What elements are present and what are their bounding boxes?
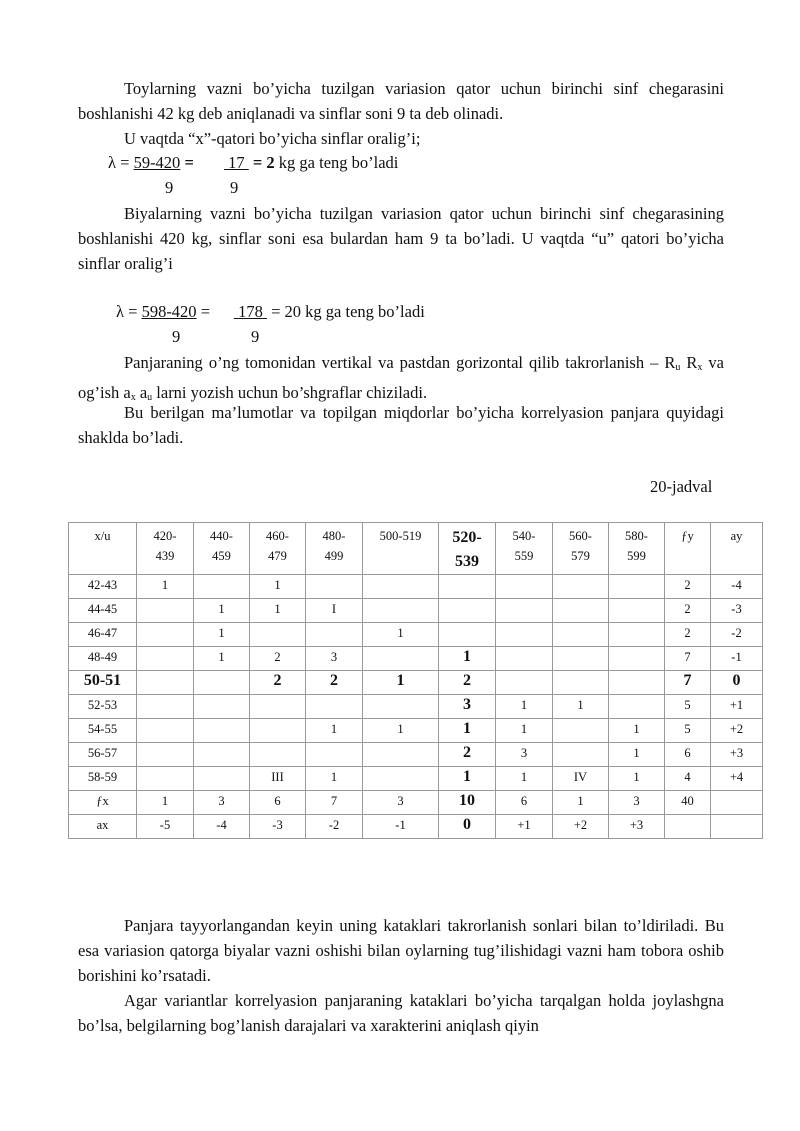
formula-1-prefix: λ = <box>108 153 134 172</box>
table-cell: 2 <box>665 575 711 599</box>
formula-1-result: = 2 <box>248 153 275 172</box>
table-header-cell: ay <box>711 523 763 575</box>
table-row <box>69 599 763 623</box>
table-row <box>69 719 763 743</box>
table-cell: 1 <box>553 695 609 719</box>
paragraph-4: Panjaraning o’ng tomonidan vertikal va pastdan gorizontal qilib takrorlanish – $R_u$ $R_x$ va og’ish $a_x$ $a_u$ larni yozish uchun bo’shgraflar chiziladi. <box>78 353 724 403</box>
table-cell: -5 <box>137 815 194 839</box>
formula-2-numerator-2: 178 <box>238 302 263 321</box>
table-cell <box>194 695 250 719</box>
formula-2 <box>116 302 210 322</box>
table-cell: -2 <box>306 815 363 839</box>
table-cell: +1 <box>711 695 763 719</box>
table-cell: 1 <box>609 743 665 767</box>
table-cell: 3 <box>306 647 363 671</box>
table-cell <box>363 599 439 623</box>
table-cell: +1 <box>496 815 553 839</box>
table-cell <box>137 743 194 767</box>
table-cell: 1 <box>496 695 553 719</box>
table-cell: 1 <box>137 575 194 599</box>
table-cell: 1 <box>439 767 496 791</box>
table-cell: 3 <box>439 695 496 719</box>
table-cell: 1 <box>496 767 553 791</box>
table-header-cell: 560- 579 <box>553 523 609 575</box>
table-cell: -1 <box>711 647 763 671</box>
table-cell: 1 <box>250 575 306 599</box>
table-cell: 2 <box>665 623 711 647</box>
formula-2-denominator-2: 9 <box>251 327 260 346</box>
table-cell <box>194 671 250 695</box>
table-header-cell: 540- 559 <box>496 523 553 575</box>
table-cell: -3 <box>711 599 763 623</box>
table-row <box>69 767 763 791</box>
table-caption: 20-jadval <box>650 477 713 496</box>
table-cell: 2 <box>250 671 306 695</box>
formula-1-denominator-2: 9 <box>230 178 239 197</box>
table-cell: 2 <box>439 671 496 695</box>
table-cell: 1 <box>306 719 363 743</box>
table-cell: 1 <box>194 623 250 647</box>
table-cell <box>194 743 250 767</box>
table-cell: 58-59 <box>69 767 137 791</box>
paragraph-2: U vaqtda “x”-qatori bo’yicha sinflar oralig’i; <box>124 129 421 148</box>
formula-1-suffix: kg ga teng bo’ladi <box>274 153 399 172</box>
formula-1-denominator-1: 9 <box>165 178 174 197</box>
table-cell: 1 <box>496 719 553 743</box>
table-cell: 2 <box>306 671 363 695</box>
table-cell <box>439 623 496 647</box>
formula-2-equals: = <box>196 302 210 321</box>
table-cell: +2 <box>553 815 609 839</box>
table-cell: 2 <box>439 743 496 767</box>
table-row <box>69 815 763 839</box>
table-cell <box>439 575 496 599</box>
table-cell <box>194 719 250 743</box>
table-cell <box>306 695 363 719</box>
table-cell <box>363 575 439 599</box>
table-header-cell: ƒy <box>665 523 711 575</box>
table-header-cell: 420- 439 <box>137 523 194 575</box>
table-cell: -1 <box>363 815 439 839</box>
table-cell: 44-45 <box>69 599 137 623</box>
table-cell <box>665 815 711 839</box>
table-cell: 48-49 <box>69 647 137 671</box>
formula-1-numerator-2: 17 <box>228 153 245 172</box>
table-cell <box>553 647 609 671</box>
table-header-cell: 480- 499 <box>306 523 363 575</box>
table-cell: 7 <box>306 791 363 815</box>
table-cell: 1 <box>363 623 439 647</box>
table-cell <box>439 599 496 623</box>
table-cell <box>363 695 439 719</box>
table-cell <box>553 575 609 599</box>
table-cell: 56-57 <box>69 743 137 767</box>
formula-1 <box>108 153 194 173</box>
paragraph-7: Agar variantlar korrelyasion panjaraning kataklari bo’yicha tarqalgan holda joylashgna bo’lsa, belgilarning bog’lanish darajalari va xarakterini aniqlash qiyin <box>78 991 724 1035</box>
table-cell: ƒx <box>69 791 137 815</box>
table-cell <box>609 695 665 719</box>
table-cell: 46-47 <box>69 623 137 647</box>
table-cell <box>137 719 194 743</box>
table-cell <box>553 671 609 695</box>
table-cell: 5 <box>665 695 711 719</box>
table-cell <box>194 767 250 791</box>
table-cell: +2 <box>711 719 763 743</box>
table-cell <box>137 623 194 647</box>
table-cell: 1 <box>363 719 439 743</box>
table-cell: 54-55 <box>69 719 137 743</box>
table-cell: 40 <box>665 791 711 815</box>
table-cell <box>553 599 609 623</box>
table-cell: 50-51 <box>69 671 137 695</box>
table-cell: III <box>250 767 306 791</box>
table-cell: 1 <box>363 671 439 695</box>
table-cell <box>609 671 665 695</box>
table-cell: 7 <box>665 647 711 671</box>
paragraph-1: Toylarning vazni bo’yicha tuzilgan variasion qator uchun birinchi sinf chegarasini boshlanishi 42 kg deb aniqlanadi va sinflar soni 9 ta deb olinadi. <box>78 79 724 123</box>
table-cell: +3 <box>609 815 665 839</box>
table-cell: 3 <box>496 743 553 767</box>
table-cell <box>609 575 665 599</box>
table-header-cell: 460- 479 <box>250 523 306 575</box>
table-cell: +3 <box>711 743 763 767</box>
table-cell <box>363 647 439 671</box>
table-header-cell: 440- 459 <box>194 523 250 575</box>
table-cell: 3 <box>609 791 665 815</box>
table-cell <box>194 575 250 599</box>
table-cell: 1 <box>609 719 665 743</box>
formula-1-right <box>224 153 398 173</box>
table-cell <box>137 671 194 695</box>
table-cell <box>609 623 665 647</box>
table-header-row <box>69 523 763 575</box>
table-row <box>69 575 763 599</box>
table-cell <box>363 767 439 791</box>
table-row <box>69 671 763 695</box>
table-cell <box>553 743 609 767</box>
table-cell: -3 <box>250 815 306 839</box>
table-cell: +4 <box>711 767 763 791</box>
formula-1-equals: = <box>180 153 194 172</box>
table-cell: 1 <box>439 719 496 743</box>
formula-2-suffix: = 20 kg ga teng bo’ladi <box>267 302 425 321</box>
paragraph-5: Bu berilgan ma’lumotlar va topilgan miqdorlar bo’yicha korrelyasion panjara quyidagi shakldа bo’ladi. <box>78 403 724 447</box>
formula-2-numerator-1: 598-420 <box>141 302 197 321</box>
table-header-cell: 580- 599 <box>609 523 665 575</box>
table-cell: 1 <box>194 647 250 671</box>
table-cell <box>306 623 363 647</box>
table-header-cell: 500-519 <box>363 523 439 575</box>
table-cell: 42-43 <box>69 575 137 599</box>
table-cell <box>496 647 553 671</box>
table-cell: 6 <box>665 743 711 767</box>
table-cell: 4 <box>665 767 711 791</box>
table-cell <box>496 623 553 647</box>
table-cell <box>250 719 306 743</box>
table-cell: 3 <box>194 791 250 815</box>
table-cell: 0 <box>711 671 763 695</box>
table-cell: 52-53 <box>69 695 137 719</box>
table-cell <box>609 599 665 623</box>
table-cell: 10 <box>439 791 496 815</box>
table-cell: 1 <box>553 791 609 815</box>
formula-1-numerator-1: 59-420 <box>133 153 181 172</box>
table-cell <box>250 695 306 719</box>
table-cell: 2 <box>250 647 306 671</box>
formula-2-prefix: λ = <box>116 302 142 321</box>
table-cell <box>306 575 363 599</box>
table-cell <box>553 719 609 743</box>
table-cell <box>609 647 665 671</box>
table-cell: 1 <box>609 767 665 791</box>
table-cell: -4 <box>194 815 250 839</box>
table-row <box>69 791 763 815</box>
table-cell <box>711 815 763 839</box>
table-cell <box>250 623 306 647</box>
table-cell <box>496 599 553 623</box>
table-cell <box>137 599 194 623</box>
table-cell <box>137 695 194 719</box>
table-cell: 1 <box>439 647 496 671</box>
table-cell: IV <box>553 767 609 791</box>
table-cell: 5 <box>665 719 711 743</box>
table-cell: -4 <box>711 575 763 599</box>
table-row <box>69 623 763 647</box>
table-cell <box>306 743 363 767</box>
table-cell: 6 <box>496 791 553 815</box>
paragraph-6: Panjara tayyorlangandan keyin uning kataklari takrorlanish sonlari bilan to’ldiriladi. Bu esa variasion qatorga biyalar vazni oshishi bilan oylarning tug’ilishidagi vazni ham tobora oshib borishini ko’rsatadi. <box>78 916 724 985</box>
paragraph-3: Biyalarning vazni bo’yicha tuzilgan variasion qator uchun birinchi sinf chegarasining boshlanishi 420 kg, sinflar soni esa bulardan ham 9 ta bo’ladi. U vaqtda “u” qatori bo’yicha sinflar oralig’i <box>78 204 724 273</box>
table-cell: 1 <box>194 599 250 623</box>
table-row <box>69 743 763 767</box>
table-cell: I <box>306 599 363 623</box>
table-cell <box>711 791 763 815</box>
table-cell: 2 <box>665 599 711 623</box>
table-cell: 0 <box>439 815 496 839</box>
table-cell: -2 <box>711 623 763 647</box>
table-cell: 6 <box>250 791 306 815</box>
table-cell <box>137 647 194 671</box>
table-cell <box>553 623 609 647</box>
table-row <box>69 647 763 671</box>
table-cell <box>496 575 553 599</box>
formula-2-right <box>234 302 425 322</box>
formula-2-denominator-1: 9 <box>172 327 181 346</box>
table-header-cell: 520- 539 <box>439 523 496 575</box>
correlation-table <box>68 522 763 839</box>
table-cell <box>496 671 553 695</box>
table-cell <box>250 743 306 767</box>
table-header-cell: x/u <box>69 523 137 575</box>
table-cell: 3 <box>363 791 439 815</box>
table-cell <box>363 743 439 767</box>
table-cell: ax <box>69 815 137 839</box>
table-cell: 7 <box>665 671 711 695</box>
table-row <box>69 695 763 719</box>
table-cell: 1 <box>137 791 194 815</box>
table-cell: 1 <box>306 767 363 791</box>
table-cell: 1 <box>250 599 306 623</box>
table-cell <box>137 767 194 791</box>
